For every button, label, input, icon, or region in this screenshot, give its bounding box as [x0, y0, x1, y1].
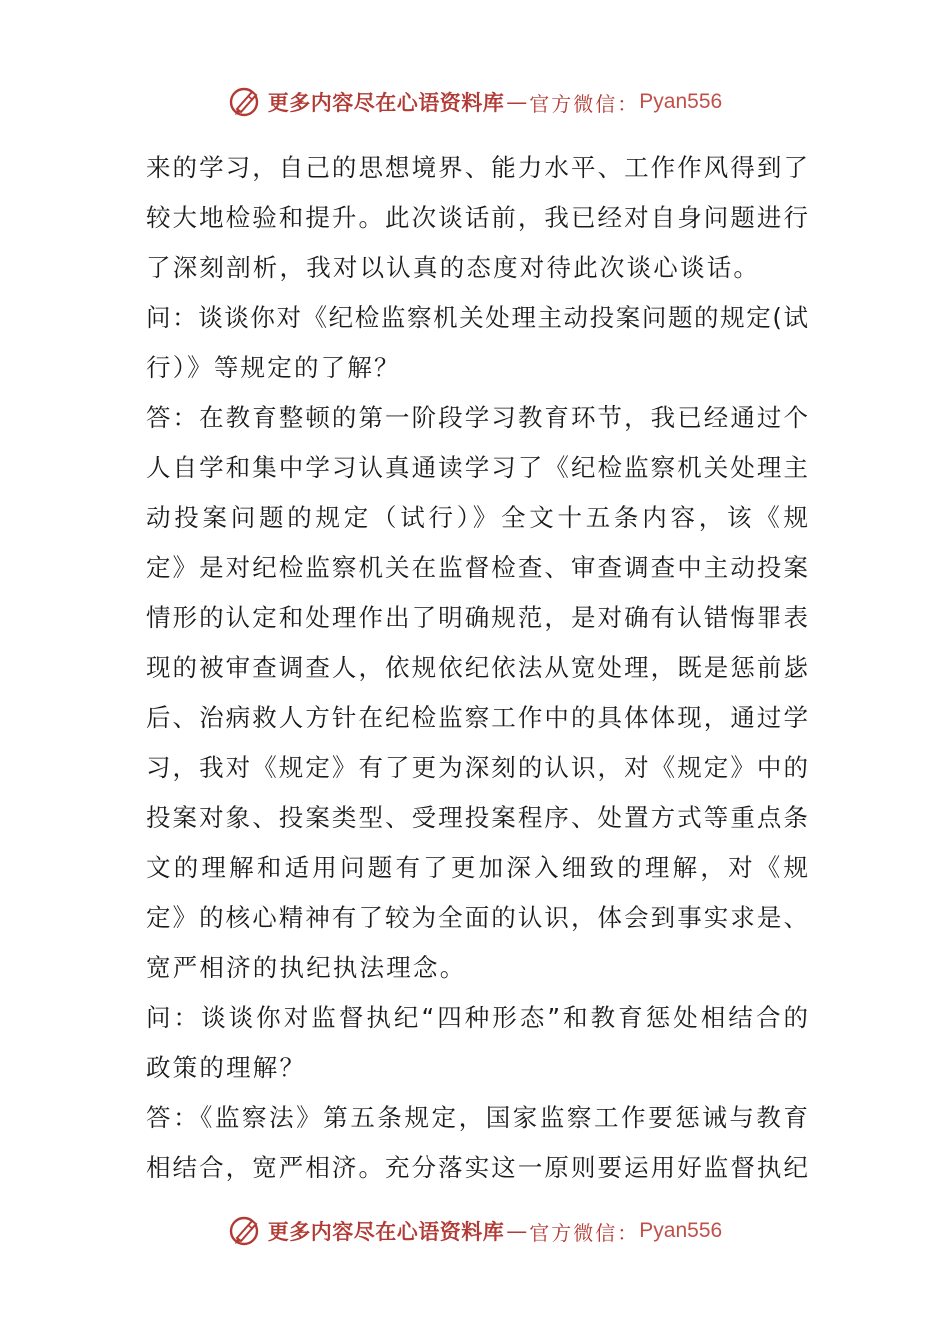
text-line: 较大地检验和提升。此次谈话前，我已经对自身问题进行: [146, 203, 808, 232]
answer-line: 情形的认定和处理作出了明确规范，是对确有认错悔罪表: [146, 603, 808, 632]
answer-line: 宽严相济的执纪执法理念。: [146, 953, 467, 982]
text-line: 来的学习，自己的思想境界、能力水平、工作作风得到了: [146, 153, 808, 182]
pen-circle-logo-icon: [228, 85, 262, 119]
question-line: 政策的理解？: [146, 1053, 307, 1082]
answer-line: 定》的核心精神有了较为全面的认识，体会到事实求是、: [146, 903, 808, 932]
answer-line: 人自学和集中学习认真通读学习了《纪检监察机关处理主: [146, 453, 808, 482]
brand-text: 更多内容尽在心语资料库: [267, 1219, 505, 1244]
answer-line: 现的被审查调查人，依规依纪依法从宽处理，既是惩前毖: [146, 653, 808, 682]
question-line: 问：谈谈你对监督执纪“四种形态”和教育惩处相结合的: [146, 1003, 808, 1032]
answer-line: 投案对象、投案类型、受理投案程序、处置方式等重点条: [146, 803, 808, 832]
separator-dash: —: [506, 90, 528, 114]
answer-line: 答：《监察法》第五条规定，国家监察工作要惩诫与教育: [146, 1103, 808, 1132]
answer-line: 定》是对纪检监察机关在监督检查、审查调查中主动投案: [146, 553, 808, 582]
question-line: 问：谈谈你对《纪检监察机关处理主动投案问题的规定(试: [146, 303, 808, 332]
footer-banner: [0, 1209, 950, 1253]
question-line: 行）》等规定的了解？: [146, 353, 401, 382]
document-body: [146, 143, 808, 1193]
text-line: 了深刻剖析，我对以认真的态度对待此次谈心谈话。: [146, 253, 761, 282]
answer-line: 相结合，宽严相济。充分落实这一原则要运用好监督执纪: [146, 1153, 808, 1182]
answer-line: 习，我对《规定》有了更为深刻的认识，对《规定》中的: [146, 753, 808, 782]
wechat-id: Pyan556: [639, 90, 723, 113]
answer-line: 文的理解和适用问题有了更加深入细致的理解，对《规: [146, 853, 808, 882]
wechat-label: 官方微信：: [529, 91, 640, 116]
answer-line: 动投案问题的规定（试行）》全文十五条内容，该《规: [146, 503, 808, 532]
answer-line: 后、治病救人方针在纪检监察工作中的具体体现，通过学: [146, 703, 808, 732]
header-banner: [0, 80, 950, 124]
pen-circle-logo-icon: [228, 1214, 262, 1248]
brand-text: 更多内容尽在心语资料库: [267, 90, 505, 115]
wechat-label: 官方微信：: [529, 1220, 640, 1245]
wechat-id: Pyan556: [639, 1219, 723, 1242]
answer-line: 答：在教育整顿的第一阶段学习教育环节，我已经通过个: [146, 403, 808, 432]
separator-dash: —: [506, 1219, 528, 1243]
